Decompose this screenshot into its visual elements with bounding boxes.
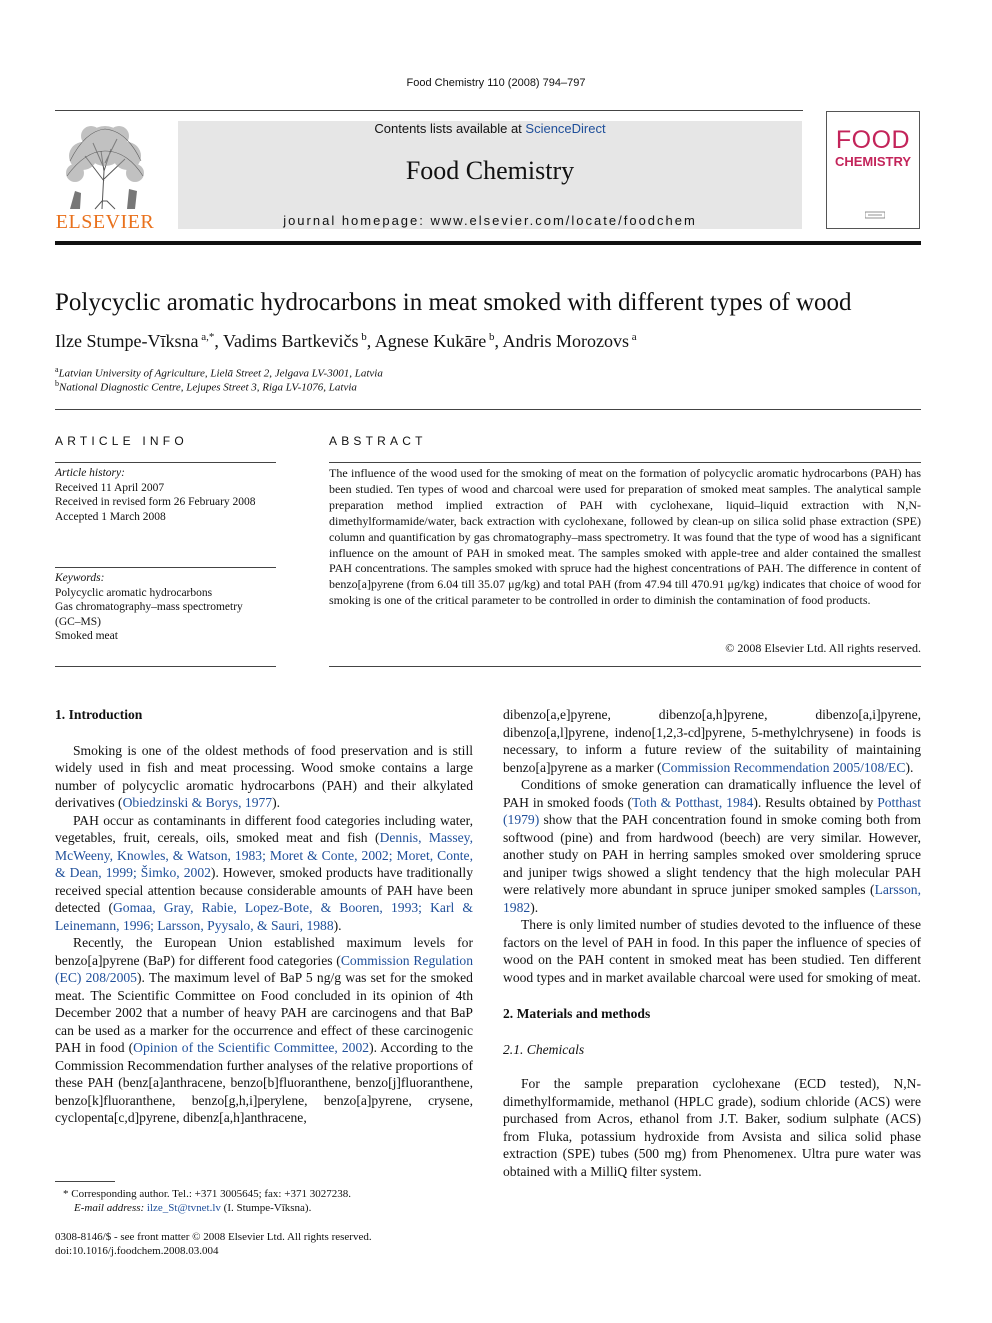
article-info-bottom-rule <box>55 666 276 667</box>
title-block-rule <box>55 409 921 410</box>
abstract-heading: ABSTRACT <box>329 434 427 448</box>
citation-link[interactable]: Larsson, 1982 <box>503 882 921 915</box>
front-matter-info <box>55 1231 372 1258</box>
subsection-heading-chemicals: 2.1. Chemicals <box>503 1041 585 1057</box>
paragraph <box>503 776 921 916</box>
elsevier-wordmark: ELSEVIER <box>55 211 155 233</box>
header-thick-rule <box>55 241 921 245</box>
affiliation-mark: b <box>55 379 59 388</box>
paragraph-text: There is only limited number of studies devoted to the influence of these factors on the level of PAH in food. In this paper the influence of species of wood on the PAH content in smoked meat has been studied. Ten different wood types and in market available charcoal were used for smoking of meat. <box>503 917 921 985</box>
paragraph-text: Smoking is one of the oldest methods of food preservation and is still widely used in fish and meat processing. Wood smoke contains a large number of polycyclic aromatic hydrocarbons (PAH) and their alkylated derivatives ( <box>55 742 473 810</box>
author-name: Agnese Kukāre <box>374 331 487 351</box>
affiliation-text: Latvian University of Agriculture, Lielā Street 2, Jelgava LV-3001, Latvia <box>58 367 383 380</box>
paragraph-text: Conditions of smoke generation can dramatically influence the level of PAH in smoked foods ( <box>503 777 921 810</box>
abstract-copyright: © 2008 Elsevier Ltd. All rights reserved. <box>725 641 921 655</box>
author-affiliation-mark: a,* <box>201 331 215 343</box>
citation-link[interactable]: Potthast (1979) <box>503 794 922 827</box>
paragraph-text: ). <box>530 899 539 915</box>
affiliation-mark: a <box>55 365 59 374</box>
footnote-email <box>55 1201 475 1215</box>
corresponding-author-footnote <box>55 1187 475 1215</box>
paragraph-text: ). The maximum level of BaP 5 ng/g was set for the smoked meat. The Scientific Committee on Food concluded in its opinion of 4th December 2002 that a number of heavy PAH are carcinogens and that BaP can be used as a marker for the occurrence and effect of these carcinogenic PAH in food ( <box>55 970 473 1055</box>
abstract-text: The influence of the wood used for the smoking of meat on the formation of polycyclic aromatic hydrocarbons (PAH) has been studied. Ten types of wood and charcoal were used for preparation of smoked meat samples. The analytical sample preparation method implied extraction of PAH with cyclohexane, liquid–liquid extraction with N,N-dimethylformamide/water, back extraction with cyclohexane, followed by clean-up on silica solid phase extraction (SPE) column and quantification by gas chromatography–mass spectrometry. It was found that the type of wood has a significant influence on the amount of PAH in smoked meat. The samples smoked with apple-tree and alder contained the smallest PAH concentrations. The samples smoked with spruce had the highest concentrations of PAH. The difference in content of benzo[a]pyrene (from 6.04 till 35.07 μg/kg) and total PAH (from 47.94 till 470.91 μg/kg) indicates that choice of wood for smoking is one of the critical parameter to be controlled in order to diminish the contamination of food products. <box>329 466 921 608</box>
journal-title: Food Chemistry <box>405 156 575 185</box>
author-affiliation-mark: b <box>489 331 495 343</box>
contents-prefix: Contents lists available at <box>374 121 526 136</box>
email-suffix: (I. Stumpe-Vīksna). <box>220 1202 312 1214</box>
paragraph-text: Recently, the European Union established maximum levels for benzo[a]pyrene (BaP) for different food categories ( <box>55 935 473 968</box>
header-rule <box>55 110 803 111</box>
contents-line <box>178 121 802 136</box>
doi-line[interactable]: doi:10.1016/j.foodchem.2008.03.004 <box>55 1244 219 1257</box>
article-history <box>55 466 285 524</box>
keyword-item: Smoked meat <box>55 630 118 642</box>
paragraph-text: ). <box>905 759 914 775</box>
paragraph <box>55 934 473 1127</box>
sciencedirect-link[interactable]: ScienceDirect <box>525 121 606 136</box>
paragraph <box>55 742 473 812</box>
keywords-block <box>55 571 285 644</box>
author-affiliation-mark: a <box>631 331 637 343</box>
body-right-column <box>503 706 921 1180</box>
paragraph-text: ). <box>272 795 281 810</box>
section-heading-materials-methods: 2. Materials and methods <box>503 1006 651 1021</box>
keyword-item: (GC–MS) <box>55 615 102 628</box>
paragraph <box>55 812 473 935</box>
footnote-rule <box>55 1181 115 1182</box>
article-info-rule <box>55 462 276 463</box>
article-info-heading: ARTICLE INFO <box>55 434 188 448</box>
cover-publisher-mark-icon <box>865 210 885 220</box>
journal-homepage <box>178 213 802 228</box>
footnote-contact: * Corresponding author. Tel.: +371 3005645; fax: +371 3027238. <box>63 1188 351 1200</box>
abstract-bottom-rule <box>329 666 921 667</box>
journal-cover-thumbnail <box>826 111 920 229</box>
paragraph <box>503 1075 921 1180</box>
citation-link[interactable]: Toth & Potthast, 1984 <box>632 794 754 810</box>
body-left-column <box>55 706 473 1127</box>
section-heading-introduction: 1. Introduction <box>55 707 143 722</box>
paragraph-text: ). According to the Commission Recommendation further analyses of the relative proportions of these PAH (benz[a]anthracene, benzo[b]fluoranthene, benzo[j]fluoranthene, benzo[k]fluoranthene, benzo[g,h,i]perylene, benzo[a]pyrene, crysene, cyclopenta[c,d]pyrene, dibenz[a,h]anthracene, <box>55 1040 473 1125</box>
citation-link[interactable]: Gomaa, Gray, Rabie, Lopez-Bote, & Booren, 1993; Karl & Leinemann, 1996; Larsson, Pyysalo, & Sauri, 1988 <box>55 900 473 933</box>
affiliation-b <box>55 379 357 394</box>
issn-line: 0308-8146/$ - see front matter © 2008 Elsevier Ltd. All rights reserved. <box>55 1231 372 1243</box>
paragraph-text: PAH occur as contaminants in different food categories including water, vegetables, fruit, cereals, oils, smoked meat and fish ( <box>55 812 473 845</box>
journal-reference: Food Chemistry 110 (2008) 794–797 <box>406 77 586 89</box>
homepage-url[interactable]: www.elsevier.com/locate/foodchem <box>430 213 697 228</box>
history-item: Received in revised form 26 February 2008 <box>55 496 256 508</box>
history-item: Received 11 April 2007 <box>55 481 165 494</box>
email-label: E-mail address: <box>74 1202 147 1214</box>
history-item: Accepted 1 March 2008 <box>55 510 166 523</box>
article-title: Polycyclic aromatic hydrocarbons in meat smoked with different types of wood <box>55 289 852 316</box>
history-label: Article history: <box>55 467 125 479</box>
abstract-top-rule <box>329 462 921 463</box>
homepage-prefix: journal homepage: <box>283 213 431 228</box>
citation-link[interactable]: Commission Recommendation 2005/108/EC <box>661 759 906 775</box>
paragraph <box>503 916 921 986</box>
citation-link[interactable]: Commission Regulation (EC) 208/2005 <box>55 952 473 985</box>
affiliation-a <box>55 365 383 380</box>
cover-title-chemistry: CHEMISTRY <box>834 154 912 169</box>
author-name: Andris Morozovs <box>502 331 630 351</box>
cover-title-food: FOOD <box>835 126 911 154</box>
paragraph-text: show that the PAH concentration found in smoke coming both from softwood (pine) and from hardwood (beech) are very similar. However, another study on PAH in herring samples smoked over smoldering spruce and juniper twigs showed a slight tendency that the high molecular PAH were relatively more abundant in spruce juniper smoked samples ( <box>503 812 921 897</box>
email-link[interactable]: ilze_St@tvnet.lv <box>146 1202 221 1214</box>
paragraph-text: dibenzo[a,e]pyrene, dibenzo[a,h]pyrene, dibenzo[a,i]pyrene, dibenzo[a,l]pyrene, indeno[1,2,3-cd]pyrene, 5-methylchrysene) in foods is necessary, to inform a future review of the suitability of maintaining benzo[a]pyrene as a marker ( <box>503 707 921 775</box>
affiliation-text: National Diagnostic Centre, Lejupes Street 3, Riga LV-1076, Latvia <box>59 381 357 394</box>
paragraph-text: For the sample preparation cyclohexane (ECD tested), N,N-dimethylformamide, methanol (HPLC grade), sodium chloride (ACS) were purchased from Acros, ethanol from J.T. Baker, sodium sulphate (ACS) from Fluka, potassium hydroxide from Avsista and silica solid phase extraction (SPE) tubes (500 mg) from Phenomenex. Ultra pure water was obtained with a MilliQ filter system. <box>503 1076 921 1179</box>
author-list: Ilze Stumpe-Vīksna $^{a,*}$, Vadims Bartkevičs $^b$, Agnese Kukāre $^b$, Andris Morozovs $^a$ <box>55 331 637 351</box>
paragraph-text: ). However, smoked products have traditionally received special attention because considerable amounts of PAH have been detected ( <box>55 865 473 915</box>
paragraph <box>503 706 921 776</box>
keywords-rule <box>55 567 276 568</box>
author-name: Ilze Stumpe-Vīksna <box>55 331 199 351</box>
paragraph-text: ). <box>333 917 342 933</box>
citation-link[interactable]: Obiedzinski & Borys, 1977 <box>122 795 273 810</box>
keywords-label: Keywords: <box>55 572 105 584</box>
citation-link[interactable]: Opinion of the Scientific Committee, 2002 <box>133 1040 370 1055</box>
keyword-item: Polycyclic aromatic hydrocarbons <box>55 586 213 599</box>
keyword-item: Gas chromatography–mass spectrometry <box>55 601 243 613</box>
author-affiliation-mark: b <box>361 331 367 343</box>
citation-link[interactable]: Dennis, Massey, McWeeny, Knowles, & Watson, 1983; Moret & Conte, 2002; Moret, Conte, & Dean, 1999; Šimko, 2002 <box>55 830 473 880</box>
author-name: Vadims Bartkevičs <box>223 331 359 351</box>
paragraph-text: ). Results obtained by <box>753 794 878 810</box>
